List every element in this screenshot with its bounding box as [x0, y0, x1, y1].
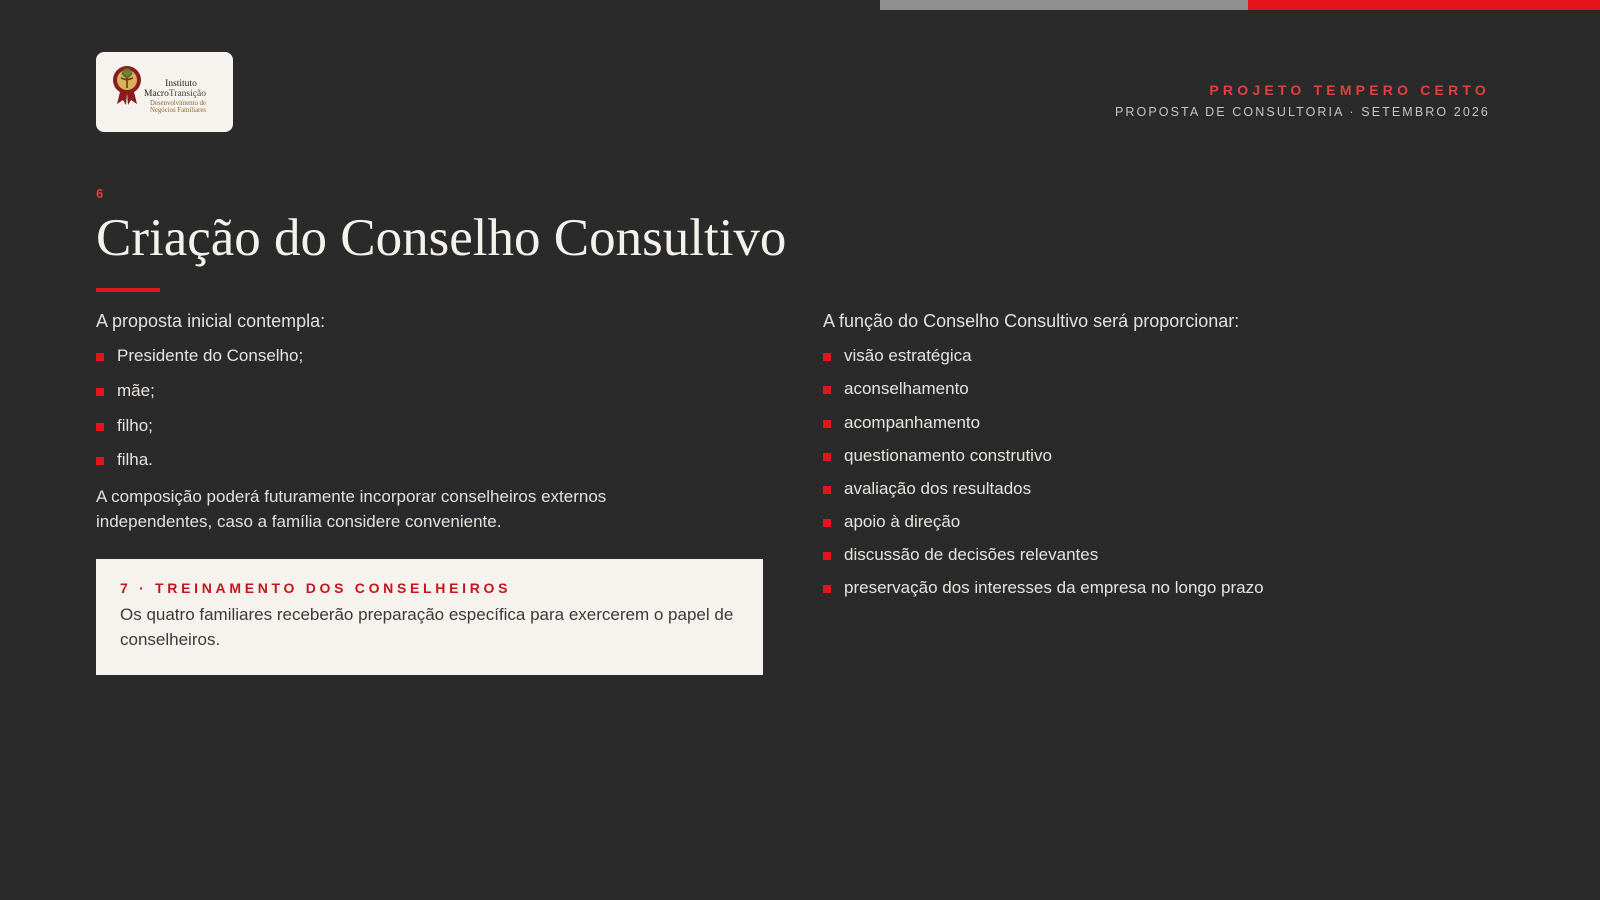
list-item: [823, 511, 1523, 533]
list-item: [823, 345, 1523, 367]
list-item-text: preservação dos interesses da empresa no longo prazo: [844, 578, 1264, 598]
logo-line2b: Transição: [168, 89, 206, 99]
list-item-text: apoio à direção: [844, 511, 961, 531]
list-item-text: discussão de decisões relevantes: [844, 544, 1099, 564]
title-underline: [96, 288, 160, 292]
logo-line4: Negócios Familiares: [149, 107, 207, 114]
list-item: [823, 445, 1523, 467]
list-item: [823, 378, 1523, 400]
logo-line3: Desenvolvimento de: [149, 100, 207, 107]
logo-emblem: [96, 52, 233, 132]
council-members-list: [96, 345, 766, 471]
list-item: [823, 478, 1523, 500]
logo-line2a: Macro: [144, 89, 169, 99]
list-item-text: questionamento construtivo: [844, 445, 1052, 465]
list-item: [96, 380, 766, 402]
bullet-square-icon: [823, 552, 831, 560]
list-item: [823, 544, 1523, 566]
bullet-square-icon: [96, 457, 104, 465]
project-subtitle: PROPOSTA DE CONSULTORIA · SETEMBRO 2026: [1114, 105, 1490, 119]
right-intro: A função do Conselho Consultivo será proporcionar:: [823, 311, 1240, 331]
section-number: 6: [96, 186, 104, 201]
top-accent-bar-red: [1248, 0, 1600, 10]
bullet-square-icon: [823, 420, 831, 428]
logo-line1: Instituto: [165, 79, 197, 89]
list-item-text: visão estratégica: [844, 346, 972, 366]
list-item-text: acompanhamento: [844, 412, 981, 432]
top-accent-bar-gray: [880, 0, 1248, 10]
list-item-text: filha.: [117, 450, 153, 470]
composition-note: A composição poderá futuramente incorporar conselheiros externos independentes, caso a família considere conveniente.: [96, 486, 607, 531]
list-item-text: mãe;: [117, 380, 155, 400]
bullet-square-icon: [96, 388, 104, 396]
list-item-text: avaliação dos resultados: [844, 478, 1032, 498]
project-name: PROJETO TEMPERO CERTO: [1209, 82, 1490, 98]
list-item-text: aconselhamento: [844, 379, 969, 399]
callout-text: Os quatro familiares receberão preparação específica para exercerem o papel de conselheiros.: [120, 605, 734, 649]
page-title: Criação do Conselho Consultivo: [96, 209, 787, 267]
list-item: [823, 577, 1523, 599]
bullet-square-icon: [823, 519, 831, 527]
institute-logo: [96, 52, 233, 132]
bullet-square-icon: [96, 353, 104, 361]
council-functions-list: [823, 345, 1523, 599]
bullet-square-icon: [823, 453, 831, 461]
bullet-square-icon: [823, 353, 831, 361]
list-item-text: filho;: [117, 415, 153, 435]
list-item-text: Presidente do Conselho;: [117, 346, 304, 366]
list-item: [96, 449, 766, 471]
right-column: [823, 310, 1523, 610]
svg-text:MacroTransição: [144, 89, 206, 99]
header-project-info: [1115, 82, 1490, 119]
left-column: [96, 310, 766, 534]
bullet-square-icon: [823, 585, 831, 593]
list-item: [96, 345, 766, 367]
training-callout: [96, 559, 763, 675]
list-item: [823, 412, 1523, 434]
list-item: [96, 415, 766, 437]
left-intro: A proposta inicial contempla:: [96, 311, 326, 331]
callout-title: 7 · TREINAMENTO DOS CONSELHEIROS: [120, 580, 512, 596]
bullet-square-icon: [96, 423, 104, 431]
bullet-square-icon: [823, 486, 831, 494]
bullet-square-icon: [823, 386, 831, 394]
